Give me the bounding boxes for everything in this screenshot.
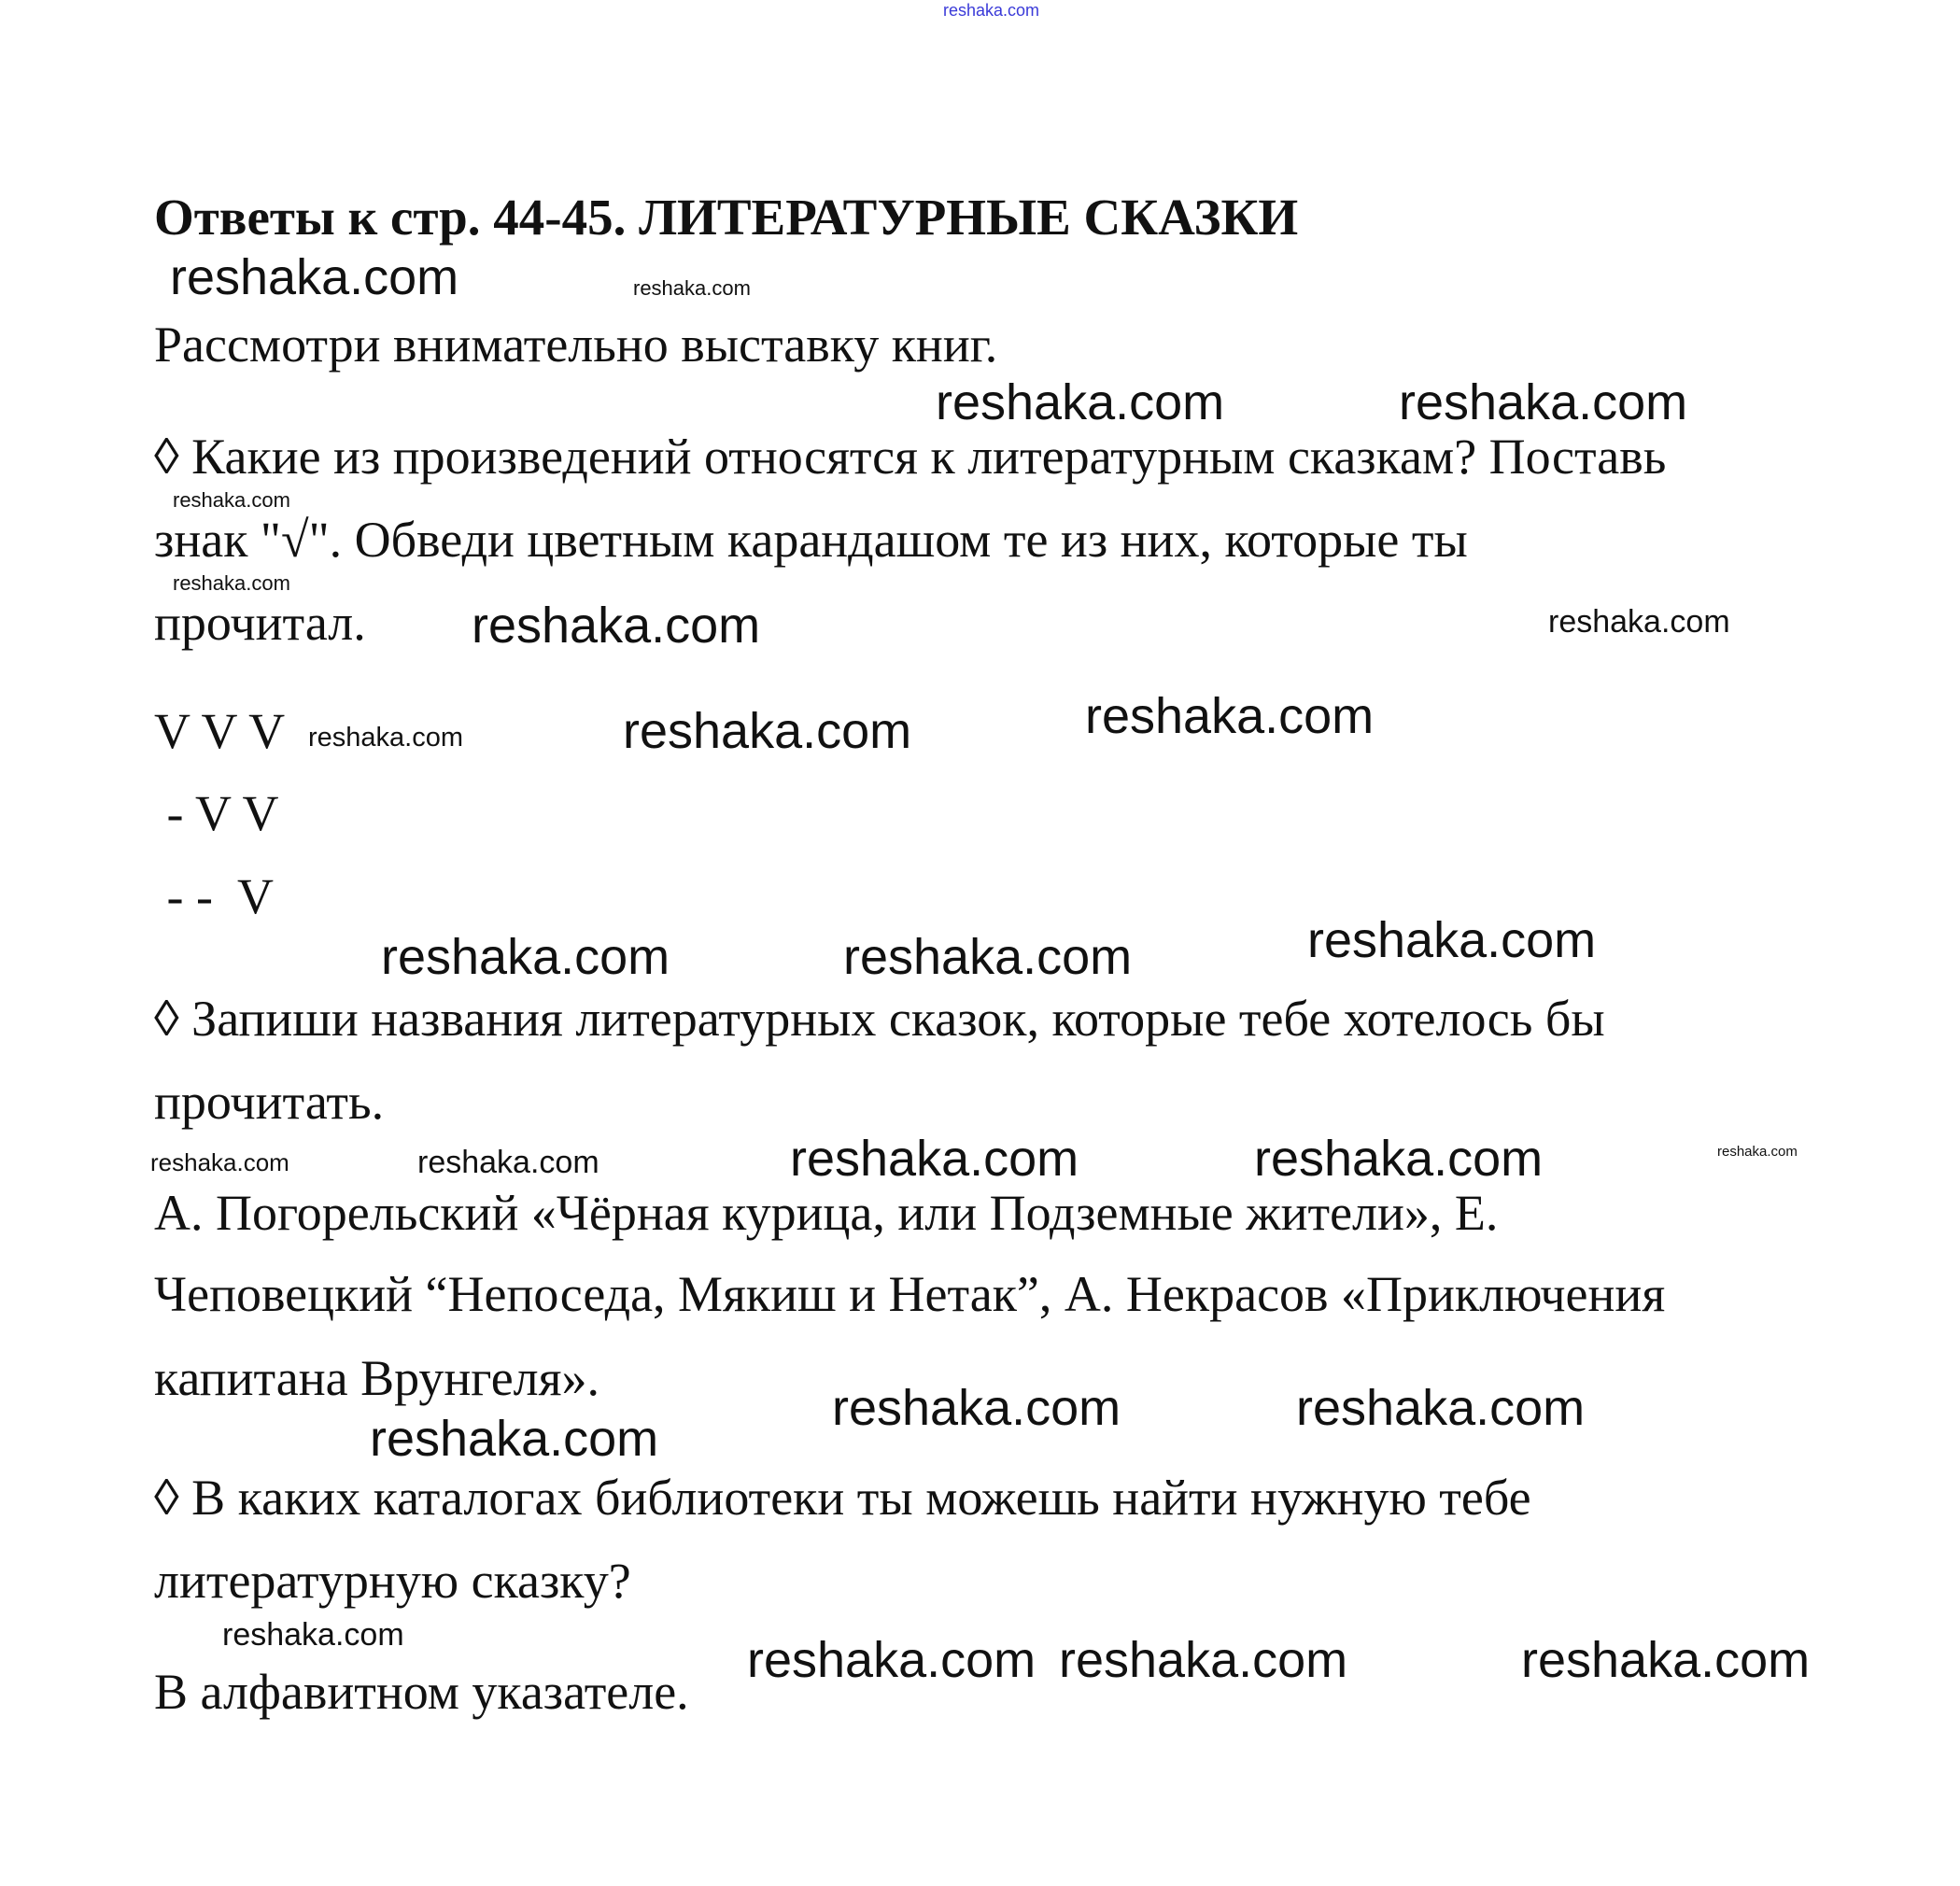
watermark: reshaka.com: [170, 249, 459, 305]
answer-line: Чеповецкий “Непоседа, Мякиш и Нетак”, А. Некрасов «Приключения: [154, 1266, 1666, 1322]
watermark: reshaka.com: [472, 598, 761, 654]
question-line: литературную сказку?: [154, 1553, 631, 1609]
watermark: reshaka.com: [832, 1380, 1121, 1436]
watermark: reshaka.com: [308, 723, 464, 753]
watermark: reshaka.com: [790, 1131, 1079, 1187]
question-line: ◊ Запиши названия литературных сказок, которые тебе хотелось бы: [154, 991, 1605, 1047]
page-title: Ответы к стр. 44-45. ЛИТЕРАТУРНЫЕ СКАЗКИ: [154, 189, 1299, 246]
question-line: прочитал.: [154, 595, 366, 651]
answer-line: V V V: [154, 703, 286, 759]
answer-line: А. Погорельский «Чёрная курица, или Подземные жители», Е.: [154, 1185, 1499, 1241]
watermark: reshaka.com: [173, 488, 290, 512]
watermark: reshaka.com: [1717, 1144, 1798, 1160]
watermark: reshaka.com: [1399, 374, 1688, 430]
watermark: reshaka.com: [623, 703, 912, 759]
answer-line: - V V: [154, 785, 279, 841]
question-line: знак "√". Обведи цветным карандашом те из них, которые ты: [154, 512, 1468, 568]
watermark: reshaka.com: [936, 374, 1225, 430]
watermark: reshaka.com: [381, 929, 670, 985]
watermark: reshaka.com: [1085, 688, 1375, 744]
watermark: reshaka.com: [1254, 1131, 1544, 1187]
answer-line: - - V: [154, 868, 274, 924]
question-line: ◊ В каких каталогах библиотеки ты можешь найти нужную тебе: [154, 1470, 1531, 1526]
text-line: Рассмотри внимательно выставку книг.: [154, 317, 998, 373]
watermark: reshaka.com: [747, 1632, 1036, 1688]
watermark: reshaka.com: [173, 571, 290, 595]
watermark: reshaka.com: [1521, 1632, 1811, 1688]
watermark: reshaka.com: [633, 276, 751, 300]
watermark: reshaka.com: [1307, 912, 1597, 968]
watermark: reshaka.com: [222, 1617, 404, 1653]
watermark: reshaka.com: [1059, 1632, 1348, 1688]
watermark: reshaka.com: [1296, 1380, 1586, 1436]
watermark: reshaka.com: [943, 1, 1040, 20]
answer-line: В алфавитном указателе.: [154, 1664, 689, 1720]
watermark: reshaka.com: [150, 1148, 289, 1176]
question-line: прочитать.: [154, 1074, 385, 1130]
watermark: reshaka.com: [370, 1411, 659, 1467]
answer-line: капитана Врунгеля».: [154, 1350, 599, 1406]
watermark: reshaka.com: [1548, 604, 1730, 640]
watermark: reshaka.com: [417, 1145, 599, 1180]
watermark: reshaka.com: [843, 929, 1133, 985]
question-line: ◊ Какие из произведений относятся к литературным сказкам? Поставь: [154, 429, 1667, 485]
